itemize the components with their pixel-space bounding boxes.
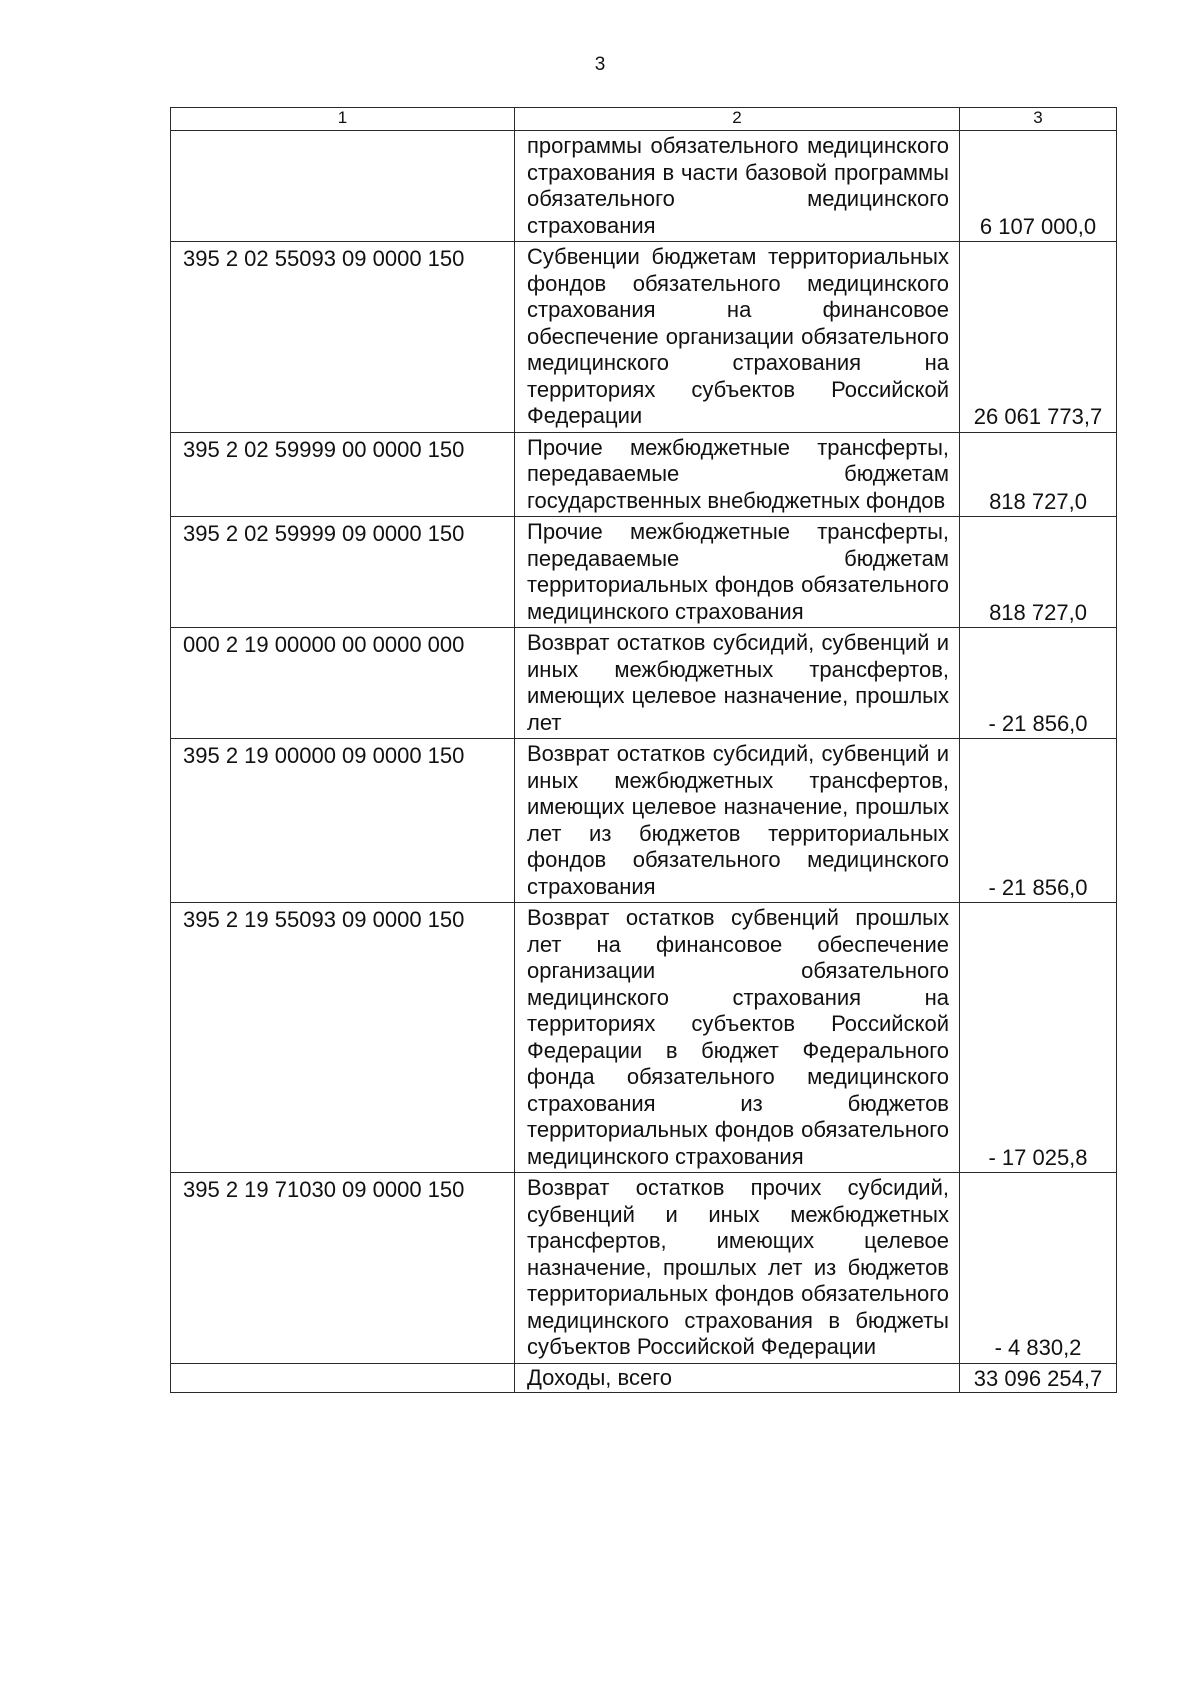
amount-cell: 26 061 773,7: [960, 242, 1117, 433]
column-number-row: [171, 108, 1117, 131]
description-cell: Возврат остатков субсидий, субвенций и иных межбюджетных трансфертов, имеющих целевое назначение, прошлых лет: [515, 628, 960, 739]
budget-code-cell: [171, 131, 515, 242]
description-cell: Возврат остатков субвенций прошлых лет на финансовое обеспечение организации обязательного медицинского страхования на территориях субъектов Российской Федерации в бюджет Федерального фонда обязательного медицинского страхования из бюджетов территориальных фондов обязательного медицинского страхования: [515, 903, 960, 1173]
total-row: [171, 1363, 1117, 1392]
table-row: [171, 739, 1117, 903]
amount-cell: - 17 025,8: [960, 903, 1117, 1173]
budget-code-cell: 395 2 19 71030 09 0000 150: [171, 1173, 515, 1364]
budget-code-cell: 395 2 02 59999 00 0000 150: [171, 432, 515, 517]
budget-code-cell: 395 2 19 00000 09 0000 150: [171, 739, 515, 903]
table-row: [171, 628, 1117, 739]
column-number-1: 1: [171, 108, 515, 131]
description-cell: Возврат остатков прочих субсидий, субвенций и иных межбюджетных трансфертов, имеющих целевое назначение, прошлых лет из бюджетов территориальных фондов обязательного медицинского страхования в бюджеты субъектов Российской Федерации: [515, 1173, 960, 1364]
description-cell: программы обязательного медицинского страхования в части базовой программы обязательного медицинского страхования: [515, 131, 960, 242]
column-number-2: 2: [515, 108, 960, 131]
description-cell: Прочие межбюджетные трансферты, передаваемые бюджетам территориальных фондов обязательного медицинского страхования: [515, 517, 960, 628]
column-number-3: 3: [960, 108, 1117, 131]
total-code-cell: [171, 1363, 515, 1392]
amount-cell: 818 727,0: [960, 432, 1117, 517]
table-row: [171, 517, 1117, 628]
description-cell: Прочие межбюджетные трансферты, передаваемые бюджетам государственных внебюджетных фондов: [515, 432, 960, 517]
amount-cell: 6 107 000,0: [960, 131, 1117, 242]
amount-cell: - 21 856,0: [960, 628, 1117, 739]
page-number: 3: [594, 54, 606, 75]
description-cell: Возврат остатков субсидий, субвенций и иных межбюджетных трансфертов, имеющих целевое назначение, прошлых лет из бюджетов территориальных фондов обязательного медицинского страхования: [515, 739, 960, 903]
table-row: [171, 1173, 1117, 1364]
total-label: Доходы, всего: [515, 1363, 960, 1392]
budget-code-cell: 000 2 19 00000 00 0000 000: [171, 628, 515, 739]
total-amount: 33 096 254,7: [960, 1363, 1117, 1392]
description-cell: Субвенции бюджетам территориальных фондов обязательного медицинского страхования на финансовое обеспечение организации обязательного медицинского страхования на территориях субъектов Российской Федерации: [515, 242, 960, 433]
budget-code-cell: 395 2 02 55093 09 0000 150: [171, 242, 515, 433]
budget-code-cell: 395 2 02 59999 09 0000 150: [171, 517, 515, 628]
revenue-table: [170, 107, 1117, 1393]
amount-cell: 818 727,0: [960, 517, 1117, 628]
amount-cell: - 4 830,2: [960, 1173, 1117, 1364]
table-row: [171, 131, 1117, 242]
table-row: [171, 903, 1117, 1173]
table-row: [171, 432, 1117, 517]
amount-cell: - 21 856,0: [960, 739, 1117, 903]
table-row: [171, 242, 1117, 433]
budget-code-cell: 395 2 19 55093 09 0000 150: [171, 903, 515, 1173]
